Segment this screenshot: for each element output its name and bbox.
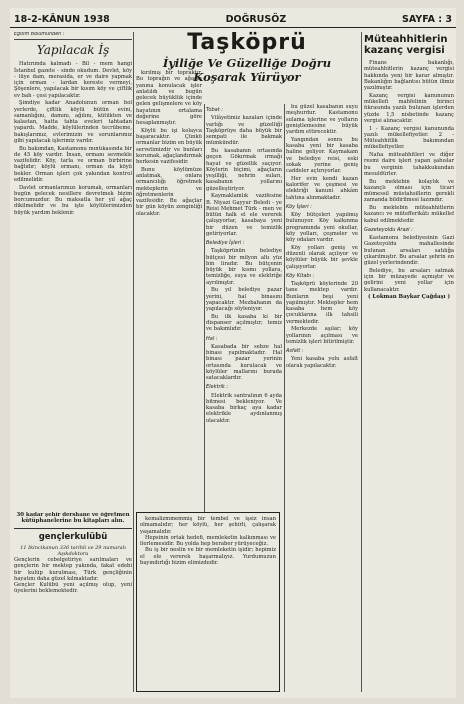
article-headline: Müteahhitlerin kazanç vergisi: [364, 34, 448, 56]
article-paragraph: Taşköprü köylerinde 20 tane mektep vardır. Bunların beşi yeni yapılmıştır. Mektepler hem kasaba hem köy çocuklarına ilk tahsili vermektedir.: [286, 281, 358, 325]
main-subtitle: İyiliğe Ve Güzelliğe Doğru: [162, 56, 332, 70]
article-paragraph: Bu ilk kasaba ki bir dispanser açılmıştır; temiz ve bakımlıdır.: [206, 313, 282, 333]
boxed-article: [136, 512, 280, 692]
section-label: Elektrik :: [206, 384, 229, 391]
article-paragraph: Bu iş bir neslin ve bir memleketin işidir; hepimiz el ele vererek başarmalıyız. Yurdumuzun bayındırlığı bizim elimizdedir.: [140, 547, 276, 566]
article-paragraph: Köy bütçeleri yapılmış bulunuyor. Köy kalkınma programında yeni okullar, köy yolları, çeşmeler ve köy odaları vardır.: [286, 212, 358, 243]
article-paragraph: Kaymaklamlık vazifesine B. Niyazi Gayyur Beledi - ye Reisi Mehmet Türk - men ve bütün halk el ele vererek çalışıyorlar, kasabaya yeni bir düzen ve temizlik getiriyorlar.: [206, 193, 282, 237]
section-kicker: Eğitim Bölümünden :: [14, 32, 132, 40]
article-paragraph: 1 - Kazanç vergisi kanununda yazılı mükellefiyetler. 2 - Müteahhitlik bakımından mükellefiyetler.: [364, 125, 454, 151]
newspaper-page: [10, 8, 456, 698]
article-paragraph: Şimdiye kadar Anadolunun orman bol yerlerde, çiftlik köylü bütün evini, samanlığını, damını, ağılını, kütükten ve kalastan, hatta tahta eveleri tahtadan yapardı. Madde, köylülerinden tecrübeme, bakışlarımız, evlerimizin ve sorunlarımız gibi yapılacak işlerimiz vardır.: [14, 100, 132, 144]
article-paragraph: Kazanç vergisi kanununun mükellefi mahfelinin birinci fıkrasında yazılı bulunan işlerden yüzde 1,5 nisbetinde kazanç vergisi alınacaktır.: [364, 92, 454, 124]
section-label: Belediye İşleri :: [206, 240, 245, 246]
column-rule: [204, 104, 205, 512]
column-rule: [361, 32, 362, 692]
article-paragraph: Yeni kasaba yolu asfalt olarak yapılacaktır.: [286, 356, 358, 369]
article-paragraph: Bu yıl belediye pazar yerini, hal binasını yapacaktır. Mezbahanın da yapılacağı söyleniyor.: [206, 287, 282, 312]
article-paragraph: Yangından sonra bu kasaba yeni bir kasaba haline geliyor. Kaymakam ve belediye reisi, eski sokak yerine geniş caddeler açtırıyorlar.: [286, 136, 358, 174]
article-headline: Yapılacak İş: [36, 43, 110, 58]
section-label: Asfalt :: [286, 348, 304, 354]
masthead-page: SAYFA : 3: [402, 14, 452, 25]
article-paragraph: Hatırımda kalmadı - Bil - mem hangi İstanbul gazete - sinde okudum. Devlet, köy - lüye dam, merasida, er ve daire yapmak için orman - lardan kereste vermeyi, Şöşenlere, yapılacak bir kısım köy ve çiftlik ev bah - çesi yapılacaktır.: [14, 61, 132, 99]
article-paragraph: Gençlerin cebelgetiriye sarılmaları ve gençlerin bir mektep yakında, fakat edebi bir kulüp kurulması, Türk gençliğinin hayatını daha güzel kılmaktadır.: [14, 557, 132, 582]
article-paragraph: Bu kasabanın ortasında geçen Gökırmak ırmağı hayat ve güzellik saçıyor. Köylerin biçimi, ağaçların yeşilliği, nehrin suları, kasabanın yollarını güzelleştiriyor.: [206, 148, 282, 192]
article-paragraph: Davlet ormanlarımızı korumak, ormanları bugün gelecek nesillere devretmek bizim borcumuzdur. Bu maksatla her yıl ağaç dikilmelidir ve bu işte köylülerimizden büyük yardım beklenir.: [14, 184, 132, 216]
article-headline: gençlerkulübü: [38, 531, 108, 542]
section-label: Hal :: [206, 335, 218, 342]
column-rule: [133, 32, 134, 692]
article-paragraph: Taşköprünün belediye bütçesi bir milyon altı yüz bin liradır. Bu bütçenin büyük bir kısmı yollara, temizliğe, suya ve elektriğe ayrılmıştır.: [206, 248, 282, 286]
article-taskopru-part2: [286, 104, 358, 692]
article-paragraph: Elektrik santralının 6 ayda bitmesi bekleniyor. Ve kasaba birkaç aya kadar elektrikle aydınlanmış olacaktır.: [206, 392, 282, 424]
article-paragraph: kemalizmmemmiş bir tembel ve işsiz insan olmamalıdır; her köylü, her şehirli, çalışarak yaşamalıdır.: [140, 516, 276, 535]
intro-text: 30 kadar şehir dershane ve öğretmen kütüphanelerine bu kitapları alın.: [16, 512, 130, 525]
article-paragraph: Kastamonu belediyesinin Gazi Gazeteyoldu mahallesinde bulunan arsaları satılığa çıkarılmıştır. Bu arsalar şehrin en güzel yerlerindendir.: [364, 235, 454, 266]
article-paragraph: Bunu köylümüze anlatmak, onlara ormancılığı öğretmek mekteplerin ve öğretmenlerin vazifesidir. Bu ağaçlar bir gün köyün zenginliği olacaktır.: [136, 166, 202, 217]
article-continuation: [136, 70, 202, 510]
article-paragraph: Hepsinin ortak hedefi, memleketin kalkınması ve ilerlemesidir. Bu yolda hep beraber yürüyeceğiz.: [140, 534, 276, 547]
article-paragraph: Nafıa müteahhitleri ve diğer resmi daire işleri yapan şahıslar bu verginin tahakkukundan mesuldürler.: [364, 152, 454, 177]
column-rule: [284, 104, 285, 692]
article-yapilacak-is: [14, 32, 132, 510]
article-paragraph: Köy yolları geniş ve düzenli olarak açılıyor ve köylüler büyük bir şevkle çalışıyorlar.: [286, 244, 358, 270]
masthead-title: DOĞRUSÖZ: [225, 14, 287, 25]
article-paragraph: kırılmış bir topraktır. Bu toprağın ve ağacın yanına konulacak işler anlatıldı ve bugün gelecek büyüklük içinde gelen gelişmelere ve köy hayatının ortalama değerine göre hesaplanmıştır.: [136, 70, 202, 126]
article-paragraph: Belediye, bu arsaları satmak için bir müzayede açmıştır ve gelirini yeni yollar için kullanacaktır.: [364, 267, 454, 293]
section-label: Köy İşleri :: [286, 203, 312, 210]
article-paragraph: Her evin kendi kazan kalorifer ve çeşmesi ve elektriği kanuni ahkâm tahtına alınmaktadır.: [286, 175, 358, 201]
article-paragraph: Bu bakımdan, Kastamonu mıntıkasında bir de 45 köy vardır. İnsan, ormanı sevmekle vazifelidir. Köy, tarla ve orman birbirine bağlıdır; köylü ormanı, orman da köyü bekler. Orman işleri çok yakından kontrol edilmelidir.: [14, 145, 132, 183]
article-paragraph: Bu mektebin müteahhitlerin kazancı ve mütefferikâtı mükellef kabul edilmektedir.: [364, 205, 454, 224]
main-subtitle-2: Koşarak Yürüyor: [193, 70, 301, 84]
masthead: [10, 12, 456, 28]
section-label: Tobat :: [206, 107, 223, 113]
article-signature: ( Lokman Baykar Çağdaşı ): [368, 294, 450, 301]
article-paragraph: Merkezde aşılar; köy yollarının açılması ve temizlik işleri bitirilmiştir.: [286, 326, 358, 345]
article-paragraph: bu güzel kasabanın suyu meşhurdur. Kastamonu sulama işlerine ve yolların geniştlemesine büyük yardım ettirecektir.: [286, 104, 358, 135]
article-paragraph: Köylü bu işi kolayca başaracaktır. Çünkü ormanlar bizim en büyük servetimizdir ve bunları korumak, ağaçlandırmak herkesin vazifesidir.: [136, 127, 202, 165]
divider: [14, 528, 132, 529]
article-paragraph: Bu mektebin kolaylık ve kazançlı olması için ticari mümessil müstahsillerin gerekli zamanda bildirilmesi lazımdır.: [364, 178, 454, 204]
article-kazanc-vergisi: [364, 32, 454, 692]
article-paragraph: Finans bakanlığı, müteahhitlerin kazanç vergisi hakkında yeni bir karar almıştır. Bakanlığın bağlantısı bütün ilimiz yazılmıştır.: [364, 60, 454, 91]
article-subheadline: 11 Ikincikanun 336 tarihli ve 29 numaralı Aşıkdoktoru: [20, 544, 126, 557]
main-title: Taşköprü: [187, 30, 307, 55]
article-paragraph: Gençler Kulübü yeni açılmış olup, yeni üyelerini beklemektedir.: [14, 582, 132, 595]
article-gencler-kulubu: [14, 512, 132, 692]
article-paragraph: Vilâyetimiz kazaları içinde varlığı ve güzelliği Taşköprüye daha büyük bir sempati ile bakmak mümkündür.: [206, 115, 282, 147]
masthead-date: 18-2-KÂNUN 1938: [14, 14, 110, 25]
section-label: Köy Kitabı :: [286, 272, 315, 279]
article-paragraph: Kasabada bir sebze hal binası yapılmaktadır. Hal binası pazar yerinin ortasında kurulacak ve köylüler mallarını burada satacaklardır.: [206, 343, 282, 381]
section-label: Gazeteyoldu Arazi :: [364, 226, 413, 233]
